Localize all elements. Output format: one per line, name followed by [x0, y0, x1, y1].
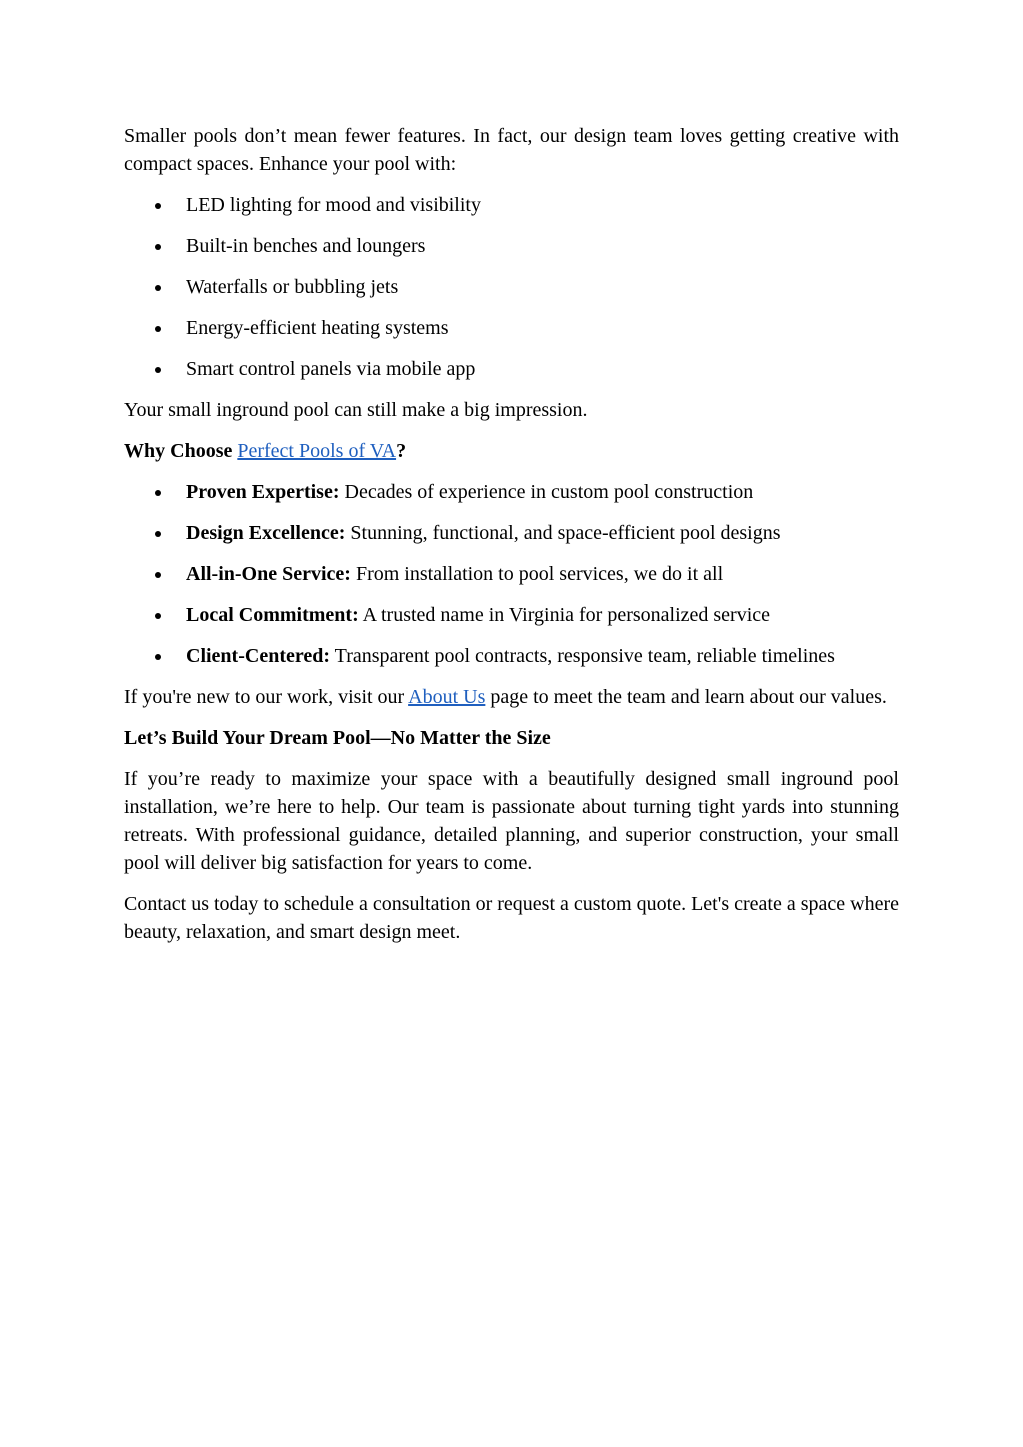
list-item — [124, 191, 899, 219]
about-us-link[interactable]: About Us — [408, 686, 486, 708]
perfect-pools-link[interactable]: Perfect Pools of VA — [237, 440, 397, 462]
list-item — [124, 478, 899, 506]
list-item — [124, 232, 899, 260]
bullet-icon — [155, 203, 161, 209]
reason-text: From installation to pool services, we do it all — [350, 563, 724, 585]
reason-label: Proven Expertise: — [186, 481, 340, 503]
bullet-icon — [155, 654, 161, 660]
why-choose-heading — [124, 437, 899, 465]
about-paragraph — [124, 683, 899, 711]
why-choose-suffix: ? — [396, 440, 407, 462]
list-item — [124, 355, 899, 383]
about-suffix: page to meet the team and learn about our values. — [485, 686, 887, 708]
feature-text: Energy-efficient heating systems — [186, 317, 449, 339]
reason-text: A trusted name in Virginia for personalized service — [358, 604, 771, 626]
feature-text: Waterfalls or bubbling jets — [186, 276, 399, 298]
bullet-icon — [155, 285, 161, 291]
reason-label: Client-Centered: — [186, 645, 331, 667]
list-item — [124, 314, 899, 342]
list-item — [124, 273, 899, 301]
section-heading: Let’s Build Your Dream Pool—No Matter the Size — [124, 727, 551, 749]
bullet-icon — [155, 244, 161, 250]
reason-text: Stunning, functional, and space-efficient pool designs — [345, 522, 781, 544]
closing-paragraph-1: If you’re ready to maximize your space with a beautifully designed small inground pool installation, we’re here to help. Our team is passionate about turning tight yards into stunning retreats. With professional guidance, detailed planning, and superior construction, your small pool will deliver big satisfaction for years to come. — [124, 768, 899, 874]
closing-paragraph-2: Contact us today to schedule a consultation or request a custom quote. Let's create a space where beauty, relaxation, and smart design meet. — [124, 893, 899, 943]
bullet-icon — [155, 613, 161, 619]
features-list — [124, 191, 899, 383]
bullet-icon — [155, 531, 161, 537]
reason-label: Design Excellence: — [186, 522, 346, 544]
feature-text: LED lighting for mood and visibility — [186, 194, 481, 216]
bullet-icon — [155, 326, 161, 332]
reason-text: Decades of experience in custom pool construction — [339, 481, 754, 503]
feature-text: Built-in benches and loungers — [186, 235, 426, 257]
reasons-list — [124, 478, 899, 670]
intro-paragraph: Smaller pools don’t mean fewer features. In fact, our design team loves getting creative with compact spaces. Enhance your pool with: — [124, 125, 899, 175]
impression-paragraph: Your small inground pool can still make a big impression. — [124, 399, 588, 421]
list-item — [124, 519, 899, 547]
feature-text: Smart control panels via mobile app — [186, 358, 476, 380]
list-item — [124, 642, 899, 670]
reason-label: Local Commitment: — [186, 604, 359, 626]
bullet-icon — [155, 572, 161, 578]
why-choose-prefix: Why Choose — [124, 440, 238, 462]
list-item — [124, 601, 899, 629]
reason-text: Transparent pool contracts, responsive team, reliable timelines — [330, 645, 835, 667]
bullet-icon — [155, 367, 161, 373]
about-prefix: If you're new to our work, visit our — [124, 686, 409, 708]
document-page — [124, 122, 899, 959]
reason-label: All-in-One Service: — [186, 563, 351, 585]
list-item — [124, 560, 899, 588]
bullet-icon — [155, 490, 161, 496]
